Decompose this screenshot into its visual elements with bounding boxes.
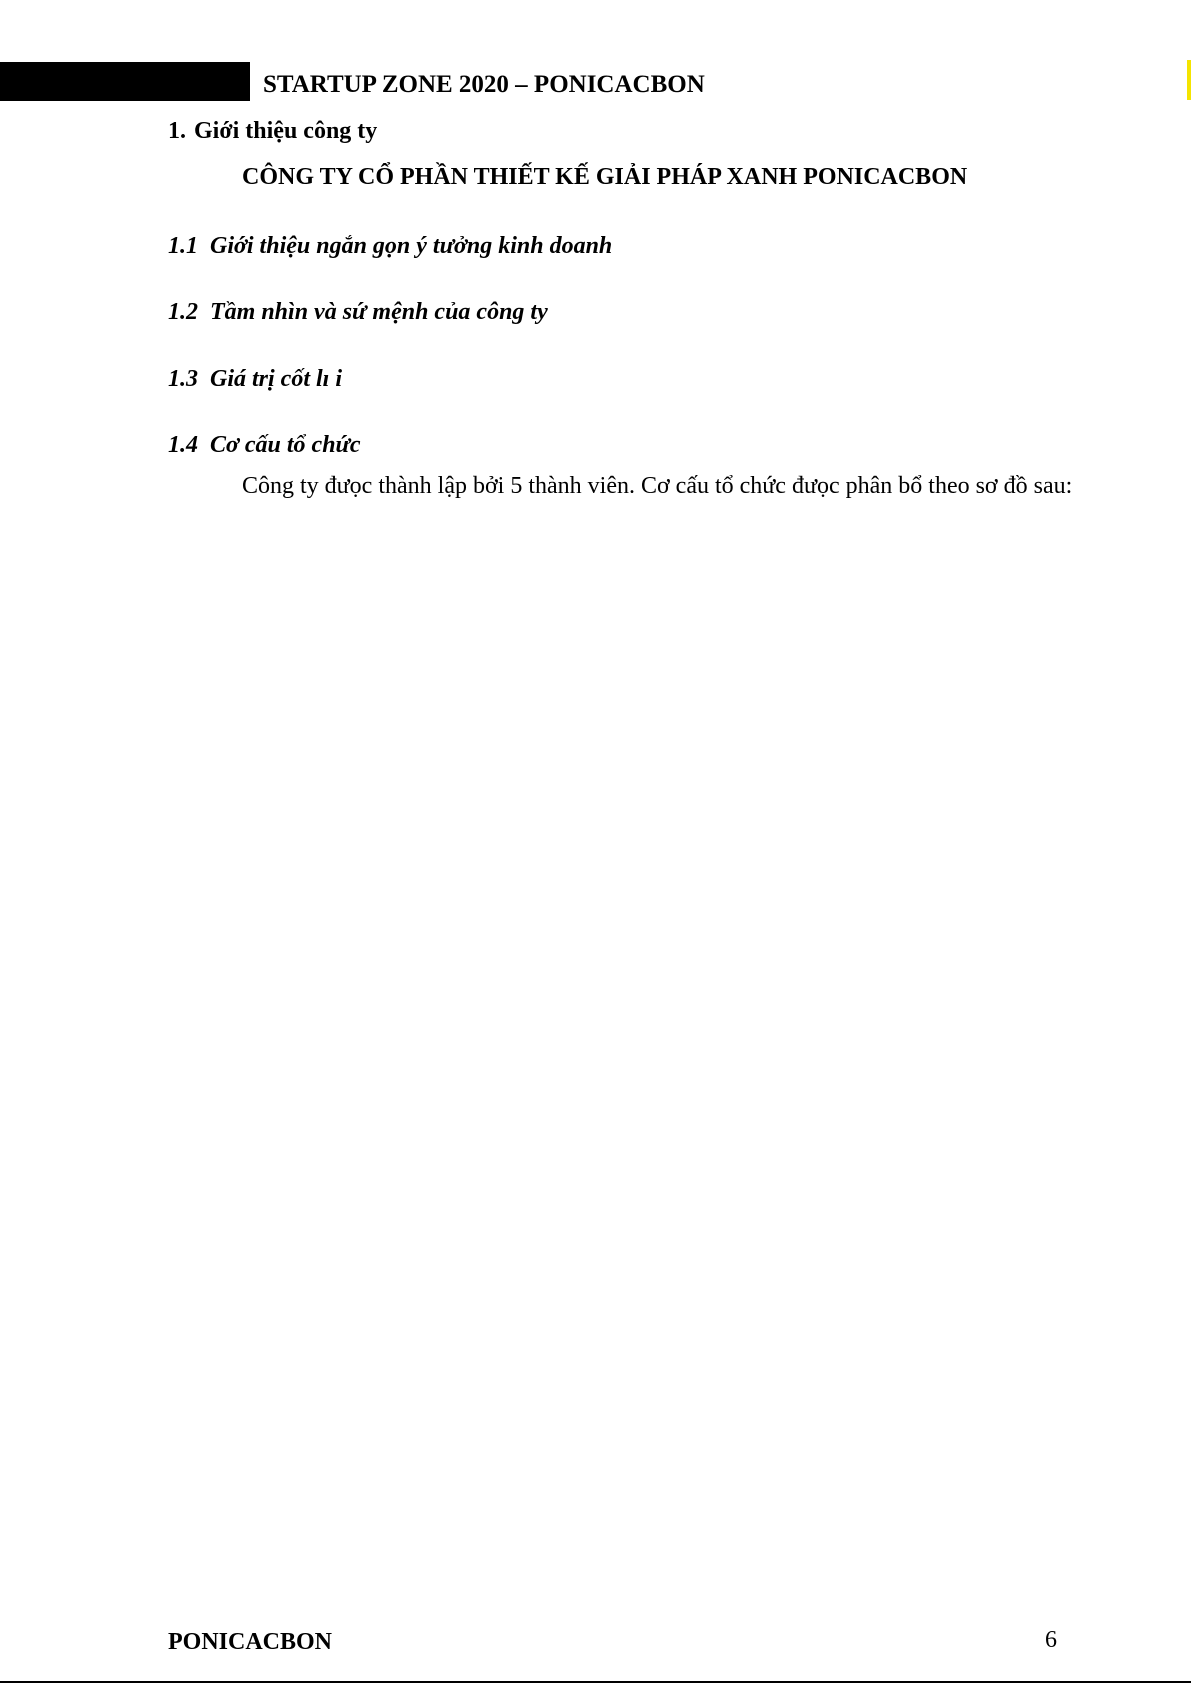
section-number: 1.: [168, 118, 186, 144]
header-black-bar: [0, 62, 250, 101]
subsection-number: 1.1: [168, 233, 198, 259]
subsection-heading: [168, 430, 361, 460]
header-yellow-mark: [1187, 60, 1191, 100]
section-title: Giới thiệu công ty: [194, 118, 378, 144]
subsection-heading: [168, 364, 342, 394]
header-title: STARTUP ZONE 2020 – PONICACBON: [263, 71, 705, 98]
subsection-number: 1.2: [168, 299, 198, 325]
subsection-title: Giá trị cốt lı i: [210, 366, 342, 392]
footer-brand: PONICACBON: [168, 1629, 333, 1655]
subsection-title: Giới thiệu ngắn gọn ý tưởng kinh doanh: [210, 233, 613, 259]
subsection-number: 1.4: [168, 432, 198, 458]
section-heading: [168, 116, 377, 146]
page-number: 6: [1045, 1627, 1057, 1653]
subsection-title: Tầm nhìn và sứ mệnh của công ty: [210, 299, 548, 325]
subsection-heading: [168, 297, 548, 327]
subsection-title: Cơ cấu tổ chức: [210, 432, 361, 458]
subsection-number: 1.3: [168, 366, 198, 392]
company-name: CÔNG TY CỔ PHẦN THIẾT KẾ GIẢI PHÁP XANH PONICACBON: [242, 164, 968, 190]
subsection-heading: [168, 231, 612, 261]
bottom-rule: [0, 1681, 1191, 1683]
body-paragraph: Công ty đưọc thành lập bởi 5 thành viên. Cơ cấu tổ chức đưọc phân bổ theo sơ đồ sau:: [242, 473, 1073, 499]
